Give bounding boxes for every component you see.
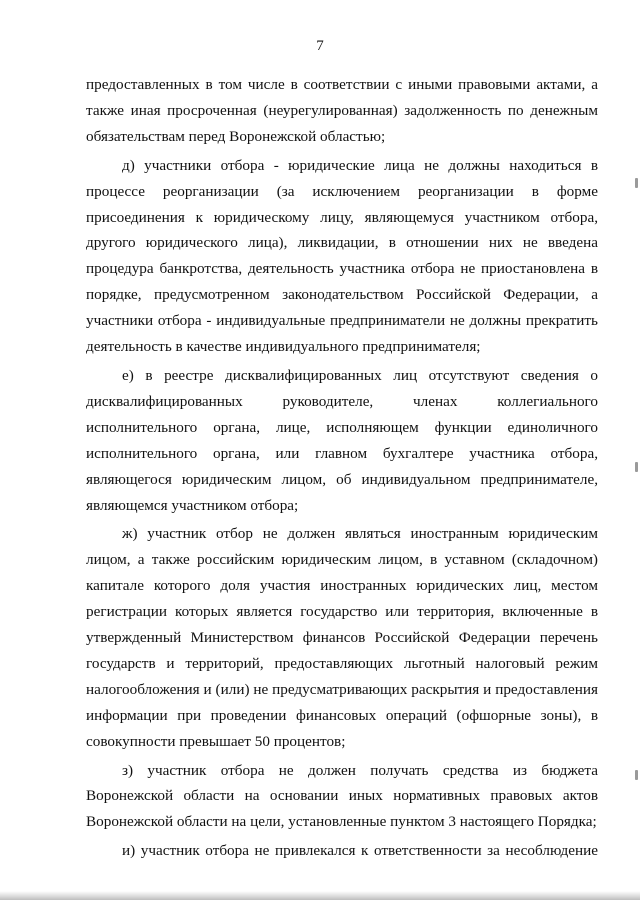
- paragraph-item-zh: ж) участник отбор не должен являться иностранным юридическим лицом, а также российским юридическим лицом, в уставном (складочном) капитале которого доля участия иностранных юридических лиц, местом регистрации которых является государство или территория, включенные в утвержденный Министерством финансов Российской Федерации перечень государств и территорий, предоставляющих льготный налоговый режим налогообложения и (или) не предусматривающих раскрытия и предоставления информации при проведении финансовых операций (офшорные зоны), в совокупности превышает 50 процентов;: [86, 525, 598, 750]
- page-number: 7: [316, 38, 324, 54]
- paragraph-item-d: д) участники отбора - юридические лица не должны находиться в процессе реорганизации (за исключением реорганизации в форме присоединения к юридическому лицу, являющемуся участником отбора, другого юридического лица), ликвидации, в отношении них не введена процедура банкротства, деятельность участника отбора не приостановлена в порядке, предусмотренном законодательством Российской Федерации, а участники отбора - индивидуальные предприниматели не должны прекратить деятельность в качестве индивидуального предпринимателя;: [86, 156, 598, 356]
- paragraph-item-e: е) в реестре дисквалифицированных лиц отсутствуют сведения о дисквалифицированных руководителе, членах коллегиального исполнительного органа, лице, исполняющем функции единоличного исполнительного органа, или главном бухгалтере участника отбора, являющегося юридическим лицом, об индивидуальном предпринимателе, являющемся участником отбора;: [86, 366, 598, 514]
- paragraph-item-i: и) участник отбора не привлекался к ответственности за несоблюдение: [122, 842, 598, 860]
- scan-artifact-mark: [635, 770, 638, 780]
- paragraph-item-z: з) участник отбора не должен получать средства из бюджета Воронежской области на основании иных нормативных правовых актов Воронежской области на цели, установленные пунктом 3 настоящего Порядка;: [86, 761, 598, 831]
- scan-bottom-edge: [0, 891, 640, 900]
- paragraph-continuation: предоставленных в том числе в соответствии с иными правовыми актами, а также иная просроченная (неурегулированная) задолженность по денежным обязательствам перед Воронежской областью;: [86, 76, 598, 145]
- scan-artifact-mark: [635, 178, 638, 188]
- scan-artifact-mark: [635, 462, 638, 472]
- document-body: [86, 72, 598, 867]
